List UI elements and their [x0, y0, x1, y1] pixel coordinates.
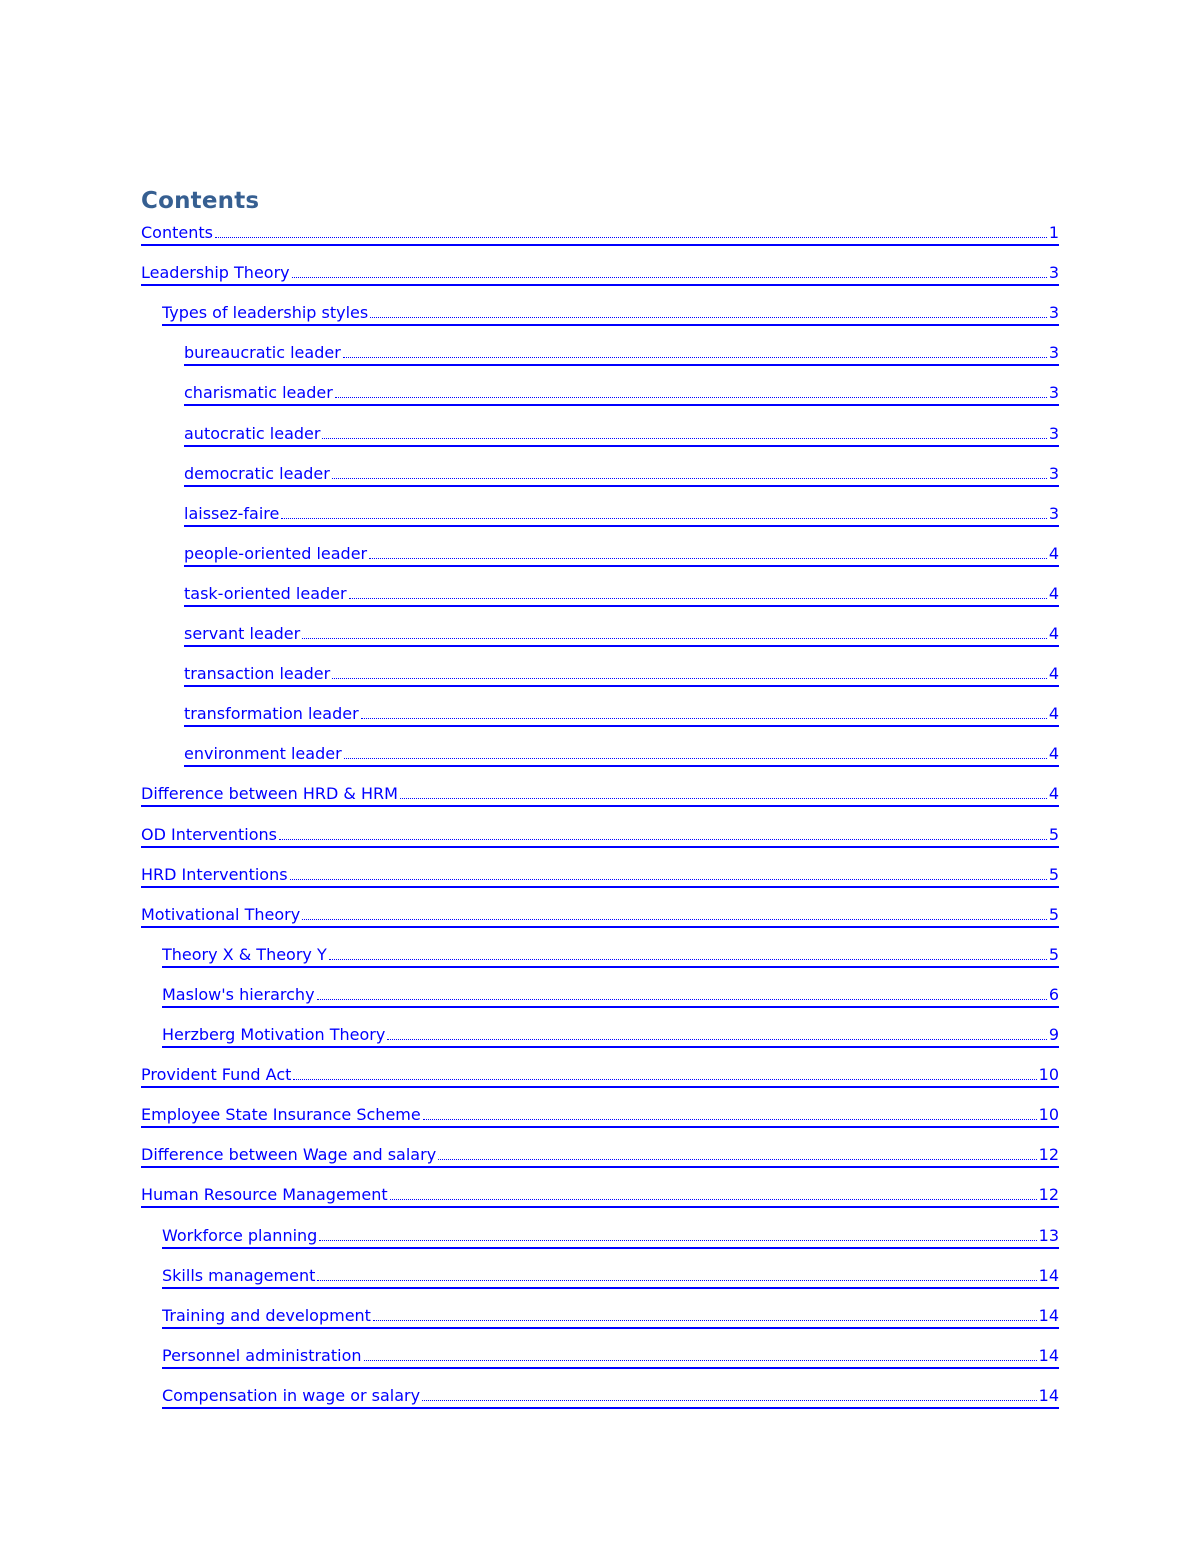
- toc-entry[interactable]: [141, 826, 1059, 848]
- toc-entry-page-number: 14: [1038, 1307, 1059, 1325]
- toc-entry-title: Motivational Theory: [141, 906, 301, 924]
- dot-leader: [317, 1280, 1036, 1281]
- toc-entry-page-number: 4: [1048, 585, 1059, 603]
- toc-entry-title: Theory X & Theory Y: [162, 946, 327, 964]
- toc-entry-page-number: 5: [1048, 826, 1059, 844]
- toc-entry-page-number: 3: [1048, 465, 1059, 483]
- dot-leader: [293, 1079, 1036, 1080]
- dot-leader: [423, 1119, 1037, 1120]
- dot-leader: [343, 357, 1047, 358]
- toc-entry[interactable]: [162, 1307, 1059, 1329]
- toc-entry-title: Difference between Wage and salary: [141, 1146, 437, 1164]
- toc-entry-title: bureaucratic leader: [184, 344, 341, 362]
- dot-leader: [292, 277, 1047, 278]
- toc-entry-title: HRD Interventions: [141, 866, 288, 884]
- toc-entry-title: Employee State Insurance Scheme: [141, 1106, 421, 1124]
- toc-entry[interactable]: [184, 465, 1059, 487]
- dot-leader: [387, 1039, 1047, 1040]
- toc-entry[interactable]: [141, 906, 1059, 928]
- toc-entry-page-number: 4: [1048, 625, 1059, 643]
- toc-entry-page-number: 6: [1048, 986, 1059, 1004]
- dot-leader: [369, 558, 1047, 559]
- toc-entry-title: environment leader: [184, 745, 342, 763]
- toc-entry[interactable]: [141, 264, 1059, 286]
- dot-leader: [302, 638, 1047, 639]
- toc-entry[interactable]: [141, 1186, 1059, 1208]
- toc-entry-title: Skills management: [162, 1267, 316, 1285]
- toc-entry-title: Herzberg Motivation Theory: [162, 1026, 386, 1044]
- dot-leader: [400, 798, 1047, 799]
- dot-leader: [317, 999, 1047, 1000]
- toc-entry[interactable]: [184, 545, 1059, 567]
- dot-leader: [290, 879, 1047, 880]
- toc-entry[interactable]: [184, 505, 1059, 527]
- toc-entry[interactable]: [162, 1026, 1059, 1048]
- toc-entry[interactable]: [162, 986, 1059, 1008]
- toc-entry-title: servant leader: [184, 625, 301, 643]
- toc-entry[interactable]: [162, 1347, 1059, 1369]
- toc-entry-title: transformation leader: [184, 705, 359, 723]
- toc-entry[interactable]: [162, 304, 1059, 326]
- dot-leader: [335, 397, 1047, 398]
- toc-entry-page-number: 3: [1048, 264, 1059, 282]
- toc-entry-title: Difference between HRD & HRM: [141, 785, 398, 803]
- toc-entry-page-number: 10: [1038, 1106, 1059, 1124]
- toc-entry[interactable]: [184, 344, 1059, 366]
- toc-entry-title: Compensation in wage or salary: [162, 1387, 421, 1405]
- dot-leader: [373, 1320, 1037, 1321]
- dot-leader: [329, 959, 1047, 960]
- dot-leader: [279, 839, 1047, 840]
- toc-entry-title: autocratic leader: [184, 425, 321, 443]
- toc-entry-title: people-oriented leader: [184, 545, 368, 563]
- toc-entry-page-number: 4: [1048, 665, 1059, 683]
- toc-entry-page-number: 3: [1048, 304, 1059, 322]
- toc-entry-page-number: 1: [1048, 224, 1059, 242]
- toc-entry[interactable]: [141, 866, 1059, 888]
- toc-entry-page-number: 12: [1038, 1146, 1059, 1164]
- toc-entry-page-number: 13: [1038, 1227, 1059, 1245]
- dot-leader: [349, 598, 1047, 599]
- toc-entry-title: Leadership Theory: [141, 264, 290, 282]
- toc-entry-page-number: 5: [1048, 866, 1059, 884]
- dot-leader: [390, 1199, 1037, 1200]
- toc-entry-title: laissez-faire: [184, 505, 280, 523]
- dot-leader: [370, 317, 1047, 318]
- toc-entry-page-number: 4: [1048, 785, 1059, 803]
- dot-leader: [332, 478, 1047, 479]
- toc-entry[interactable]: [184, 384, 1059, 406]
- dot-leader: [364, 1360, 1037, 1361]
- dot-leader: [344, 758, 1047, 759]
- toc-entry-page-number: 4: [1048, 705, 1059, 723]
- toc-entry-page-number: 3: [1048, 344, 1059, 362]
- toc-entry[interactable]: [184, 585, 1059, 607]
- dot-leader: [281, 518, 1046, 519]
- dot-leader: [319, 1240, 1036, 1241]
- toc-entry-title: Maslow's hierarchy: [162, 986, 315, 1004]
- toc-entry-title: democratic leader: [184, 465, 330, 483]
- toc-entry-page-number: 4: [1048, 545, 1059, 563]
- toc-entry-title: OD Interventions: [141, 826, 277, 844]
- toc-entry-title: Types of leadership styles: [162, 304, 369, 322]
- toc-entry-page-number: 14: [1038, 1267, 1059, 1285]
- toc-entry[interactable]: [141, 1066, 1059, 1088]
- toc-entry-page-number: 10: [1038, 1066, 1059, 1084]
- toc-entry-title: Contents: [141, 224, 213, 242]
- toc-entry[interactable]: [141, 224, 1059, 246]
- toc-entry-title: Workforce planning: [162, 1227, 318, 1245]
- toc-entry-page-number: 3: [1048, 384, 1059, 402]
- toc-entry[interactable]: [141, 785, 1059, 807]
- toc-entry-page-number: 12: [1038, 1186, 1059, 1204]
- toc-entry-page-number: 5: [1048, 906, 1059, 924]
- dot-leader: [322, 438, 1046, 439]
- toc-entry[interactable]: [162, 946, 1059, 968]
- toc-entry[interactable]: [162, 1227, 1059, 1249]
- toc-entry[interactable]: [141, 1146, 1059, 1168]
- toc-entry[interactable]: [184, 745, 1059, 767]
- toc-entry[interactable]: [184, 425, 1059, 447]
- toc-heading: Contents: [141, 188, 260, 214]
- dot-leader: [361, 718, 1047, 719]
- toc-entry[interactable]: [184, 665, 1059, 687]
- toc-entry[interactable]: [162, 1387, 1059, 1409]
- toc-entry-title: transaction leader: [184, 665, 331, 683]
- toc-entry-page-number: 9: [1048, 1026, 1059, 1044]
- toc-entry-page-number: 5: [1048, 946, 1059, 964]
- toc-entry-title: charismatic leader: [184, 384, 333, 402]
- toc-entry-title: Personnel administration: [162, 1347, 362, 1365]
- toc-entry-title: Human Resource Management: [141, 1186, 388, 1204]
- dot-leader: [215, 237, 1047, 238]
- dot-leader: [438, 1159, 1036, 1160]
- dot-leader: [302, 919, 1047, 920]
- toc-entry-page-number: 14: [1038, 1387, 1059, 1405]
- toc-entry-title: task-oriented leader: [184, 585, 347, 603]
- toc-entry-page-number: 4: [1048, 745, 1059, 763]
- toc-entry-page-number: 3: [1048, 505, 1059, 523]
- toc-entry-page-number: 14: [1038, 1347, 1059, 1365]
- dot-leader: [332, 678, 1047, 679]
- toc-entry[interactable]: [184, 705, 1059, 727]
- toc-entry[interactable]: [141, 1106, 1059, 1128]
- toc-entry-title: Training and development: [162, 1307, 371, 1325]
- toc-entry-title: Provident Fund Act: [141, 1066, 292, 1084]
- toc-entry-page-number: 3: [1048, 425, 1059, 443]
- toc-entry[interactable]: [162, 1267, 1059, 1289]
- dot-leader: [422, 1400, 1037, 1401]
- toc-entry[interactable]: [184, 625, 1059, 647]
